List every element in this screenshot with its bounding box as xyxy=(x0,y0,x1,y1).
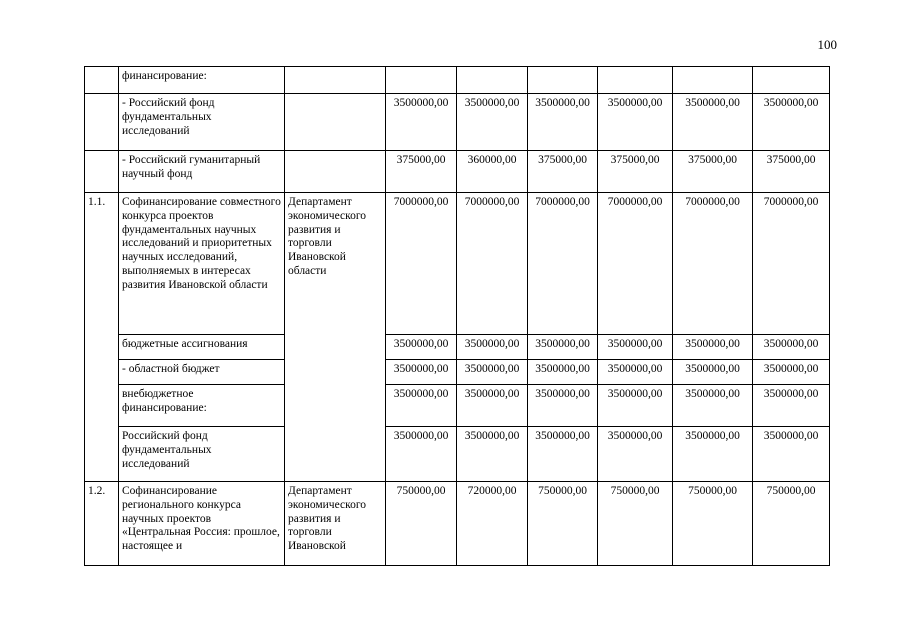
value-cell: 3500000,00 xyxy=(528,427,598,482)
value-cell: 3500000,00 xyxy=(457,335,528,360)
row-name-cell: финансирование: xyxy=(119,67,285,94)
row-index-cell: 1.1. xyxy=(85,193,119,482)
value-cell: 7000000,00 xyxy=(528,193,598,335)
value-cell: 750000,00 xyxy=(598,482,673,566)
value-cell: 3500000,00 xyxy=(673,335,753,360)
value-cell: 3500000,00 xyxy=(598,385,673,427)
value-cell: 3500000,00 xyxy=(673,427,753,482)
value-cell: 7000000,00 xyxy=(598,193,673,335)
value-cell: 3500000,00 xyxy=(457,360,528,385)
value-cell: 750000,00 xyxy=(673,482,753,566)
value-cell: 3500000,00 xyxy=(753,427,830,482)
row-name-cell: Софинансирование регионального конкурса научных проектов «Центральная Россия: прошлое, настоящее и xyxy=(119,482,285,566)
row-index-cell: 1.2. xyxy=(85,482,119,566)
value-cell: 3500000,00 xyxy=(457,385,528,427)
value-cell: 7000000,00 xyxy=(753,193,830,335)
value-cell: 3500000,00 xyxy=(673,94,753,151)
value-cell: 7000000,00 xyxy=(457,193,528,335)
value-cell: 3500000,00 xyxy=(528,385,598,427)
value-cell xyxy=(457,67,528,94)
value-cell: 3500000,00 xyxy=(753,94,830,151)
row-index-cell xyxy=(85,94,119,151)
value-cell: 750000,00 xyxy=(386,482,457,566)
value-cell: 375000,00 xyxy=(673,151,753,193)
table-row xyxy=(85,427,830,482)
row-name-cell: - Российский гуманитарный научный фонд xyxy=(119,151,285,193)
value-cell: 375000,00 xyxy=(753,151,830,193)
value-cell: 7000000,00 xyxy=(673,193,753,335)
value-cell: 375000,00 xyxy=(386,151,457,193)
value-cell: 3500000,00 xyxy=(673,385,753,427)
value-cell xyxy=(598,67,673,94)
value-cell: 3500000,00 xyxy=(673,360,753,385)
table-row xyxy=(85,94,830,151)
row-index-cell xyxy=(85,67,119,94)
value-cell: 3500000,00 xyxy=(753,385,830,427)
row-name-cell: внебюджетное финансирование: xyxy=(119,385,285,427)
row-index-cell xyxy=(85,151,119,193)
value-cell: 3500000,00 xyxy=(457,427,528,482)
table-row xyxy=(85,385,830,427)
table-row xyxy=(85,151,830,193)
row-name-cell: Российский фонд фундаментальных исследований xyxy=(119,427,285,482)
row-name-cell: - областной бюджет xyxy=(119,360,285,385)
table-row xyxy=(85,193,830,335)
value-cell: 750000,00 xyxy=(753,482,830,566)
value-cell xyxy=(386,67,457,94)
value-cell: 3500000,00 xyxy=(386,94,457,151)
table-row xyxy=(85,67,830,94)
department-cell xyxy=(285,67,386,94)
table-row xyxy=(85,335,830,360)
row-name-cell: бюджетные ассигнования xyxy=(119,335,285,360)
value-cell: 3500000,00 xyxy=(528,94,598,151)
value-cell: 3500000,00 xyxy=(598,335,673,360)
value-cell: 3500000,00 xyxy=(598,360,673,385)
value-cell: 3500000,00 xyxy=(386,360,457,385)
value-cell: 3500000,00 xyxy=(753,360,830,385)
row-name-cell: - Российский фонд фундаментальных исследований xyxy=(119,94,285,151)
value-cell: 3500000,00 xyxy=(753,335,830,360)
value-cell: 3500000,00 xyxy=(386,335,457,360)
value-cell: 7000000,00 xyxy=(386,193,457,335)
page-number: 100 xyxy=(817,37,837,52)
value-cell: 3500000,00 xyxy=(386,427,457,482)
table-row xyxy=(85,360,830,385)
table-row xyxy=(85,482,830,566)
budget-table xyxy=(84,66,830,566)
value-cell: 3500000,00 xyxy=(528,360,598,385)
value-cell xyxy=(753,67,830,94)
value-cell: 3500000,00 xyxy=(457,94,528,151)
value-cell: 360000,00 xyxy=(457,151,528,193)
department-cell: Департамент экономического развития и торговли Ивановской xyxy=(285,482,386,566)
value-cell xyxy=(528,67,598,94)
department-cell xyxy=(285,151,386,193)
value-cell: 3500000,00 xyxy=(386,385,457,427)
value-cell: 720000,00 xyxy=(457,482,528,566)
value-cell: 3500000,00 xyxy=(528,335,598,360)
value-cell: 375000,00 xyxy=(528,151,598,193)
row-name-cell: Софинансирование совместного конкурса проектов фундаментальных научных исследований и приоритетных научных исследований, выполняемых в интересах развития Ивановской области xyxy=(119,193,285,335)
value-cell xyxy=(673,67,753,94)
department-cell xyxy=(285,94,386,151)
value-cell: 375000,00 xyxy=(598,151,673,193)
department-cell: Департамент экономического развития и торговли Ивановской области xyxy=(285,193,386,482)
value-cell: 750000,00 xyxy=(528,482,598,566)
value-cell: 3500000,00 xyxy=(598,94,673,151)
value-cell: 3500000,00 xyxy=(598,427,673,482)
